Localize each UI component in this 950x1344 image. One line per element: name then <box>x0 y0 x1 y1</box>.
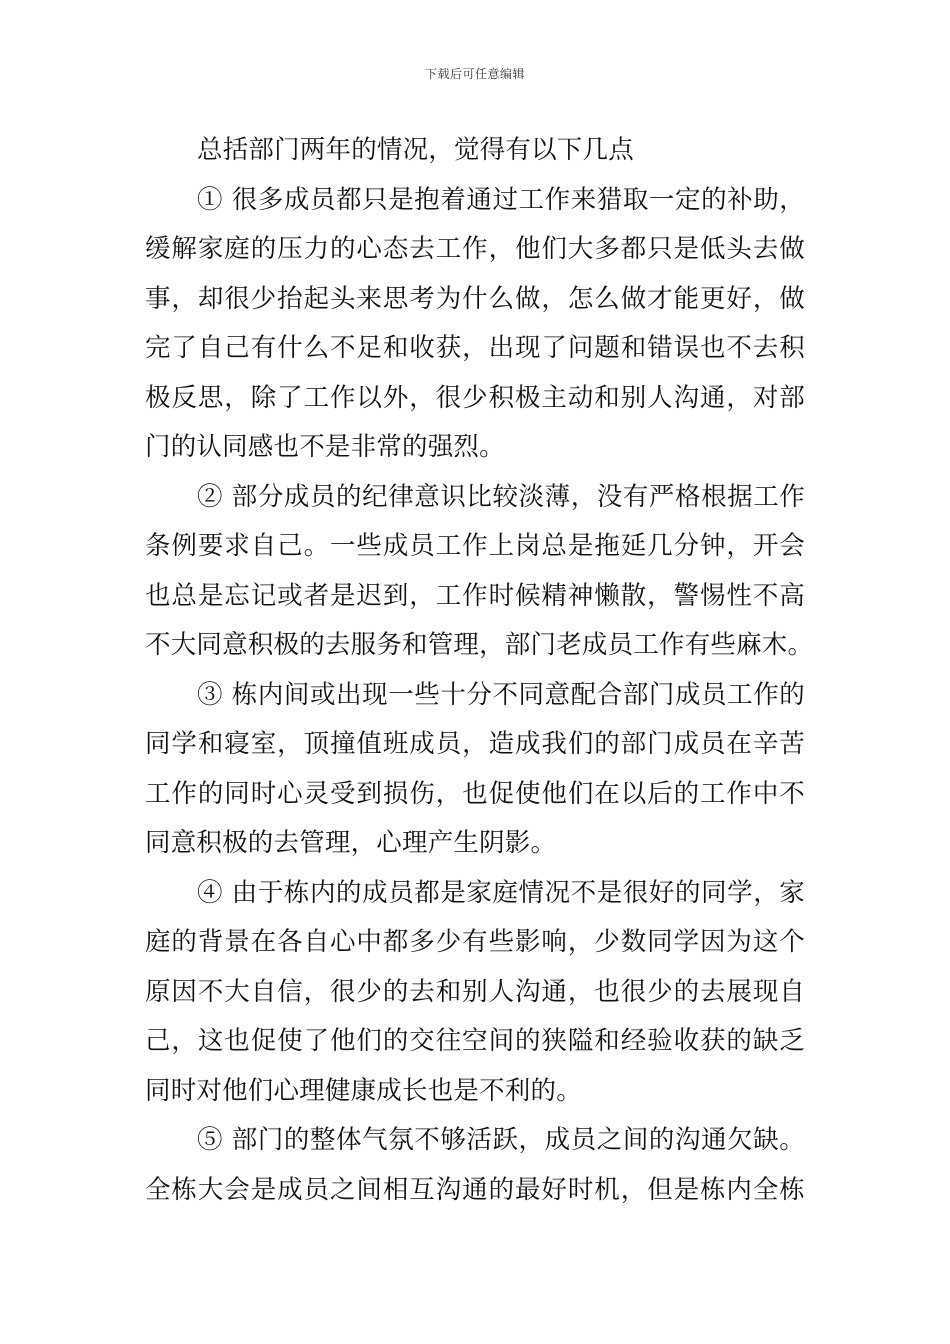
text-line: 总括部门两年的情况，觉得有以下几点 <box>197 135 634 165</box>
text-line: 也总是忘记或者是迟到，工作时候精神懒散，警惕性不高 <box>145 580 805 611</box>
page-header-note: 下载后可任意编辑 <box>424 67 525 81</box>
text-line: 条例要求自己。一些成员工作上岗总是拖延几分钟，开会 <box>145 531 805 561</box>
text-line: 工作的同时心灵受到损伤，也促使他们在以后的工作中不 <box>145 778 805 809</box>
text-line: 不大同意积极的去服务和管理，部门老成员工作有些麻木。 <box>145 630 814 660</box>
text-line: 事，却很少抬起头来思考为什么做，怎么做才能更好，做 <box>145 283 805 314</box>
text-line: 同意积极的去管理，心理产生阴影。 <box>145 828 557 858</box>
text-line: 庭的背景在各自心中都多少有些影响，少数同学因为这个 <box>145 927 805 957</box>
text-line: 同学和寝室，顶撞值班成员，造成我们的部门成员在辛苦 <box>145 729 805 759</box>
text-line: ② 部分成员的纪律意识比较淡薄，没有严格根据工作 <box>197 481 805 512</box>
text-line: 门的认同感也不是非常的强烈。 <box>145 432 505 462</box>
document-body <box>145 126 814 1215</box>
text-line: 同时对他们心理健康成长也是不利的。 <box>145 1075 582 1106</box>
text-line: 己，这也促使了他们的交往空间的狭隘和经验收获的缺乏 <box>145 1026 805 1056</box>
text-line: 缓解家庭的压力的心态去工作，他们大多都只是低头去做 <box>145 234 805 264</box>
text-line: ① 很多成员都只是抱着通过工作来猎取一定的补助， <box>197 184 805 215</box>
text-line: ④ 由于栋内的成员都是家庭情况不是很好的同学，家 <box>197 877 805 908</box>
text-line: 原因不大自信，很少的去和别人沟通，也很少的去展现自 <box>145 976 805 1007</box>
text-line: 极反思，除了工作以外，很少积极主动和别人沟通，对部 <box>145 382 805 413</box>
text-line: ③ 栋内间或出现一些十分不同意配合部门成员工作的 <box>197 679 805 710</box>
text-line: 完了自己有什么不足和收获，出现了问题和错误也不去积 <box>145 333 805 363</box>
text-line: 全栋大会是成员之间相互沟通的最好时机，但是栋内全栋 <box>145 1174 805 1205</box>
text-line: ⑤ 部门的整体气氛不够活跃，成员之间的沟通欠缺。 <box>197 1125 805 1155</box>
